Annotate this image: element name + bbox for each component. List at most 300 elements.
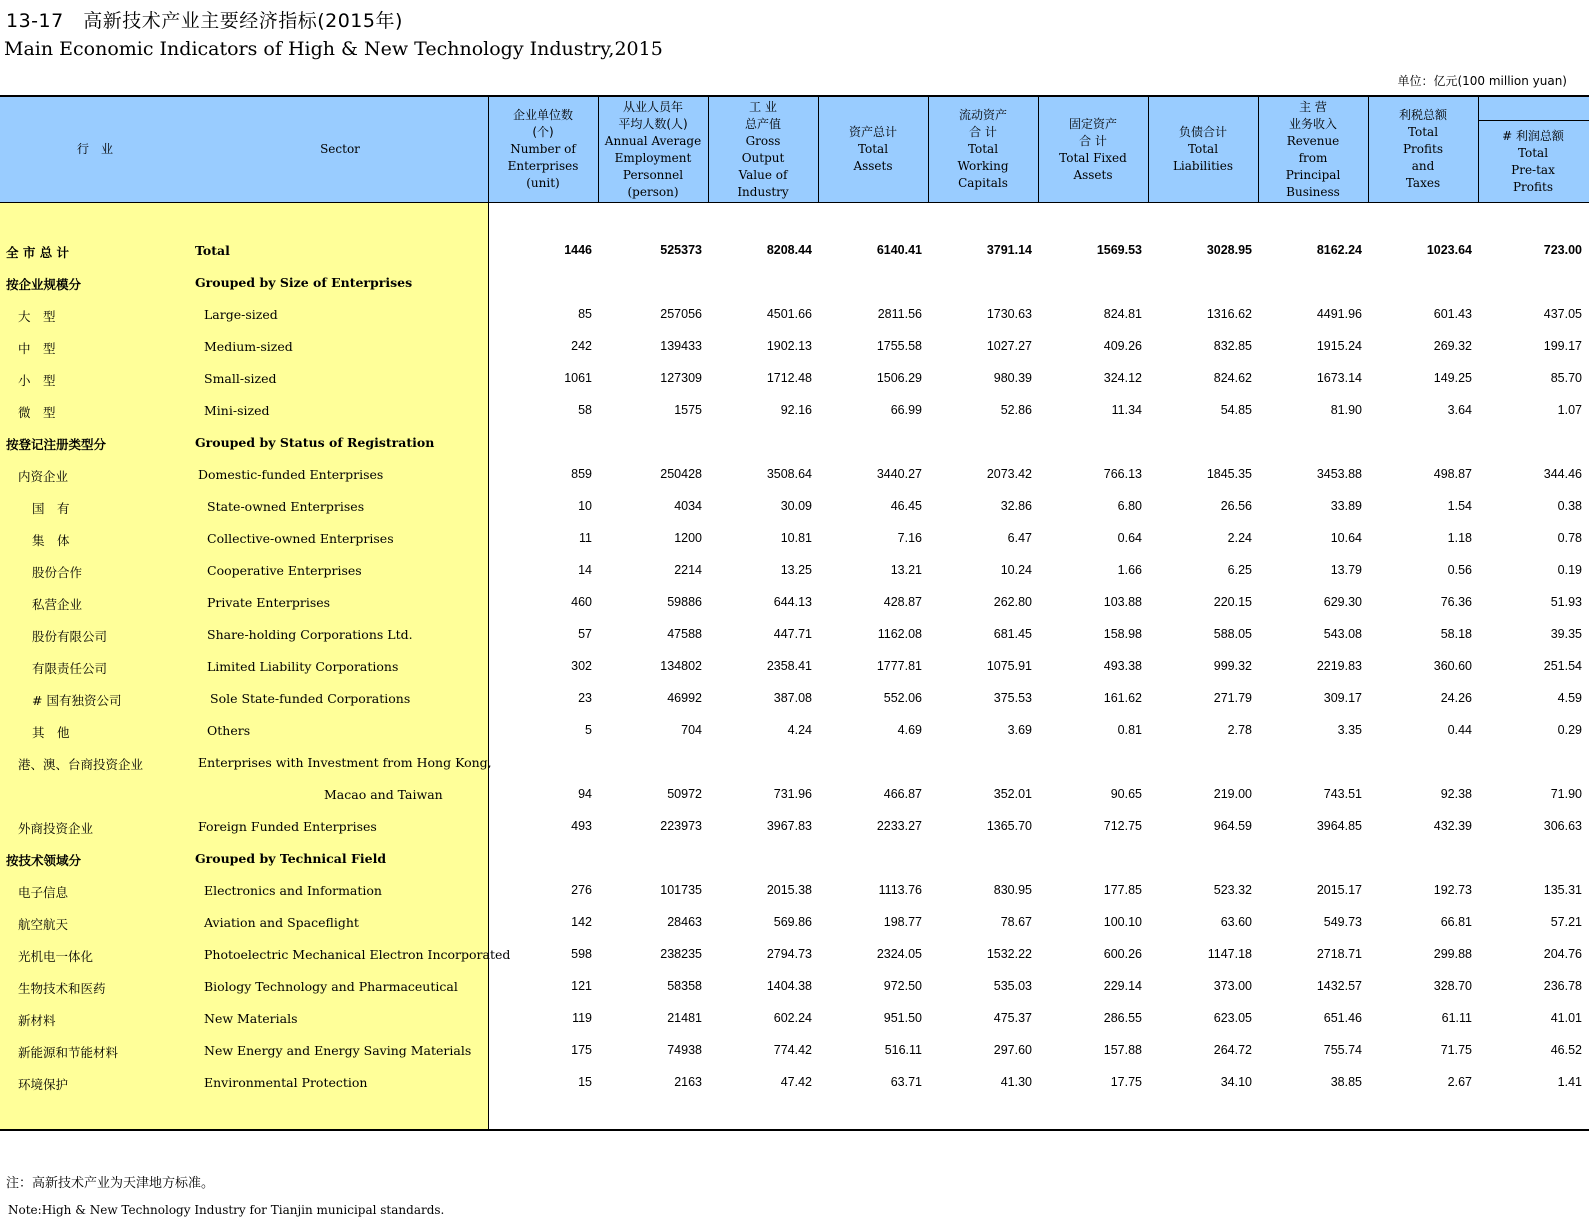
header-col-5-line: 合 计	[969, 125, 997, 139]
row-label-cn: 全 市 总 计	[6, 245, 70, 260]
row-value-col-4: 13.21	[890, 563, 922, 577]
table-row	[0, 1035, 1589, 1067]
row-value-col-5: 1027.27	[986, 339, 1032, 353]
header-col-8-line: Business	[1286, 184, 1340, 199]
row-value-col-3: 602.24	[773, 1011, 812, 1025]
row-value-col-7: 2.24	[1227, 531, 1252, 545]
header-col-5-line: Working	[957, 159, 1009, 173]
row-label-en: Private Enterprises	[207, 595, 331, 610]
row-value-col-8: 1915.24	[1316, 339, 1362, 353]
header-col-10-line: Pre-tax	[1511, 163, 1555, 177]
row-value-col-5: 52.86	[1000, 403, 1032, 417]
row-value-col-7: 2.78	[1227, 723, 1252, 737]
row-label-en: State-owned Enterprises	[207, 499, 365, 514]
row-value-col-8: 38.85	[1330, 1075, 1362, 1089]
table-row	[0, 779, 1589, 811]
row-label-en: Collective-owned Enterprises	[207, 531, 394, 546]
header-col-4-line: Total	[857, 142, 889, 156]
row-value-col-4: 2324.05	[876, 947, 922, 961]
table-row	[0, 715, 1589, 747]
row-value-col-1: 142	[571, 915, 592, 929]
row-value-col-4: 6140.41	[876, 243, 922, 257]
row-label-en: Aviation and Spaceflight	[204, 915, 359, 930]
table-bottom-rule	[0, 1129, 1589, 1131]
note-english: Note:High & New Technology Industry for Tianjin municipal standards.	[8, 1203, 445, 1217]
row-label-cn: # 国有独资公司	[32, 693, 122, 708]
table-row	[0, 811, 1589, 843]
row-value-col-1: 175	[571, 1043, 592, 1057]
row-value-col-1: 1061	[564, 371, 592, 385]
header-col-2-line: 从业人员年	[622, 99, 683, 114]
row-label-en: Grouped by Technical Field	[195, 851, 387, 866]
row-value-col-3: 1902.13	[766, 339, 812, 353]
row-value-col-8: 4491.96	[1316, 307, 1362, 321]
row-value-col-3: 2015.38	[766, 883, 812, 897]
row-value-col-10: 344.46	[1543, 467, 1582, 481]
row-value-col-3: 4.24	[787, 723, 812, 737]
row-value-col-5: 3.69	[1007, 723, 1032, 737]
row-value-col-10: 1.41	[1557, 1075, 1582, 1089]
row-value-col-1: 10	[578, 499, 592, 513]
row-value-col-9: 498.87	[1433, 467, 1472, 481]
row-value-col-5: 980.39	[993, 371, 1032, 385]
row-value-col-5: 1075.91	[986, 659, 1032, 673]
header-col-8-line: 主 营	[1299, 99, 1327, 114]
row-label-cn: 按技术领域分	[6, 853, 82, 868]
row-value-col-1: 859	[571, 467, 592, 481]
column-divider	[1258, 97, 1259, 202]
header-col-6-line: Total Fixed	[1059, 150, 1127, 165]
row-value-col-7: 26.56	[1220, 499, 1252, 513]
row-value-col-4: 4.69	[897, 723, 922, 737]
header-col-2-line: (person)	[627, 184, 679, 199]
row-value-col-2: 2214	[674, 563, 702, 577]
column-divider	[1148, 97, 1149, 202]
row-value-col-1: 1446	[564, 243, 592, 257]
row-value-col-8: 309.17	[1323, 691, 1362, 705]
header-col-7-line: Total	[1187, 142, 1219, 156]
row-value-col-8: 3453.88	[1316, 467, 1362, 481]
row-value-col-4: 7.16	[897, 531, 922, 545]
table-row	[0, 619, 1589, 651]
row-value-col-8: 3.35	[1337, 723, 1362, 737]
row-value-col-7: 63.60	[1220, 915, 1252, 929]
header-col-10-line: # 利润总额	[1502, 129, 1564, 143]
row-value-col-8: 8162.24	[1316, 243, 1362, 257]
row-value-col-1: 14	[578, 563, 592, 577]
row-value-col-7: 588.05	[1213, 627, 1252, 641]
row-value-col-8: 10.64	[1330, 531, 1362, 545]
column-divider	[818, 97, 819, 202]
row-value-col-9: 149.25	[1433, 371, 1472, 385]
row-value-col-5: 375.53	[993, 691, 1032, 705]
row-value-col-5: 297.60	[993, 1043, 1032, 1057]
table-row	[0, 875, 1589, 907]
row-value-col-6: 100.10	[1103, 915, 1142, 929]
header-col-9-line: Total	[1407, 125, 1439, 139]
table-row	[0, 747, 1589, 779]
header-col-4-line: 资产总计	[848, 125, 897, 139]
row-value-col-5: 830.95	[993, 883, 1032, 897]
row-value-col-10: 51.93	[1550, 595, 1582, 609]
header-col-6-line: 固定资产	[1068, 116, 1117, 131]
row-value-col-5: 6.47	[1007, 531, 1032, 545]
header-col-9-line: and	[1411, 159, 1435, 173]
row-value-col-3: 30.09	[780, 499, 812, 513]
row-label-en: Photoelectric Mechanical Electron Incorporated	[204, 947, 511, 962]
column-divider	[708, 97, 709, 202]
row-value-col-4: 3440.27	[876, 467, 922, 481]
row-value-col-8: 3964.85	[1316, 819, 1362, 833]
row-value-col-1: 11	[579, 531, 592, 545]
column-divider	[928, 97, 929, 202]
header-col-6-line: Assets	[1073, 167, 1113, 182]
header-col-2-line: Personnel	[622, 167, 684, 182]
table-row	[0, 683, 1589, 715]
row-value-col-10: 0.78	[1557, 531, 1582, 545]
table-row	[0, 459, 1589, 491]
row-value-col-1: 5	[585, 723, 592, 737]
row-value-col-3: 2794.73	[766, 947, 812, 961]
row-value-col-7: 1147.18	[1207, 947, 1252, 961]
row-value-col-9: 76.36	[1440, 595, 1472, 609]
header-col-10-line: Total	[1517, 146, 1549, 160]
header-col-8	[1258, 97, 1368, 202]
row-label-cn: 外商投资企业	[18, 821, 94, 836]
header-col-2-line: 平均人数(人)	[618, 116, 688, 131]
row-value-col-6: 493.38	[1103, 659, 1142, 673]
table-row	[0, 1067, 1589, 1099]
row-value-col-9: 1023.64	[1426, 243, 1472, 257]
row-value-col-6: 11.34	[1111, 403, 1142, 417]
row-label-cn: 生物技术和医药	[18, 981, 106, 996]
header-col-5-line: 流动资产	[958, 108, 1007, 122]
row-value-col-10: 39.35	[1550, 627, 1582, 641]
row-value-col-6: 286.55	[1103, 1011, 1142, 1025]
row-label-en: Small-sized	[204, 371, 277, 386]
table-row	[0, 587, 1589, 619]
row-value-col-10: 437.05	[1543, 307, 1582, 321]
row-value-col-4: 198.77	[883, 915, 922, 929]
row-value-col-2: 47588	[667, 627, 702, 641]
row-value-col-3: 569.86	[773, 915, 812, 929]
row-value-col-2: 704	[681, 723, 702, 737]
row-value-col-1: 121	[571, 979, 592, 993]
row-value-col-2: 139433	[660, 339, 702, 353]
row-label-cn: 环境保护	[18, 1077, 69, 1092]
row-value-col-8: 1432.57	[1316, 979, 1362, 993]
header-col-4-line: Assets	[853, 159, 893, 173]
row-value-col-7: 220.15	[1213, 595, 1252, 609]
row-label-en: Biology Technology and Pharmaceutical	[204, 979, 458, 994]
table-row	[0, 363, 1589, 395]
row-value-col-6: 1.66	[1117, 563, 1142, 577]
row-value-col-7: 34.10	[1220, 1075, 1252, 1089]
row-label-cn: 大 型	[18, 309, 56, 324]
row-value-col-2: 21481	[667, 1011, 702, 1025]
row-value-col-10: 0.29	[1557, 723, 1582, 737]
row-value-col-5: 3791.14	[986, 243, 1032, 257]
row-value-col-6: 157.88	[1103, 1043, 1142, 1057]
row-value-col-2: 223973	[660, 819, 702, 833]
table-row	[0, 1003, 1589, 1035]
row-value-col-6: 600.26	[1103, 947, 1142, 961]
row-value-col-4: 466.87	[883, 787, 922, 801]
row-value-col-9: 2.67	[1447, 1075, 1472, 1089]
row-value-col-8: 81.90	[1330, 403, 1362, 417]
table-row	[0, 907, 1589, 939]
row-label-cn: 电子信息	[18, 885, 69, 900]
row-label-cn: 有限责任公司	[32, 661, 108, 676]
header-col-6	[1038, 97, 1148, 202]
row-label-en: Large-sized	[204, 307, 278, 322]
row-value-col-4: 1755.58	[876, 339, 922, 353]
header-col-2-line: Annual Average	[604, 133, 702, 148]
row-value-col-7: 1316.62	[1206, 307, 1252, 321]
row-value-col-2: 58358	[667, 979, 702, 993]
row-label-cn: 小 型	[18, 373, 56, 388]
header-col-10-line: Profits	[1512, 180, 1554, 194]
row-value-col-4: 552.06	[883, 691, 922, 705]
row-value-col-2: 74938	[667, 1043, 702, 1057]
header-col-3-line: Value of	[738, 167, 788, 182]
row-value-col-9: 432.39	[1433, 819, 1472, 833]
row-label-cn: 按登记注册类型分	[6, 437, 107, 452]
row-label-cn: 中 型	[18, 341, 56, 356]
header-col-7-line: Liabilities	[1172, 159, 1234, 173]
row-value-col-9: 58.18	[1440, 627, 1472, 641]
row-value-col-3: 2358.41	[766, 659, 812, 673]
row-value-col-1: 460	[571, 595, 592, 609]
row-label-cn: 其 他	[32, 725, 70, 740]
row-value-col-10: 135.31	[1543, 883, 1582, 897]
row-value-col-6: 766.13	[1103, 467, 1142, 481]
row-value-col-3: 10.81	[780, 531, 812, 545]
row-label-cn: 股份有限公司	[32, 629, 108, 644]
row-value-col-9: 92.38	[1440, 787, 1472, 801]
header-col-8-line: 业务收入	[1288, 116, 1337, 131]
header-col-2-line: Employment	[614, 150, 692, 165]
row-value-col-10: 41.01	[1550, 1011, 1582, 1025]
note-chinese: 注：高新技术产业为天津地方标准。	[6, 1176, 215, 1191]
row-label-en: Cooperative Enterprises	[207, 563, 362, 578]
row-value-col-9: 269.32	[1433, 339, 1472, 353]
row-value-col-3: 47.42	[780, 1075, 812, 1089]
row-label-cn: 私营企业	[32, 597, 83, 612]
row-value-col-6: 161.62	[1103, 691, 1142, 705]
row-value-col-1: 119	[572, 1011, 592, 1025]
table-row	[0, 267, 1589, 299]
header-col-5	[928, 97, 1038, 202]
row-value-col-2: 238235	[660, 947, 702, 961]
row-label-en: Share-holding Corporations Ltd.	[207, 627, 413, 642]
row-value-col-6: 158.98	[1103, 627, 1142, 641]
row-value-col-10: 0.19	[1557, 563, 1582, 577]
row-value-col-7: 832.85	[1213, 339, 1252, 353]
row-value-col-1: 276	[571, 883, 592, 897]
row-value-col-7: 373.00	[1213, 979, 1252, 993]
row-label-en: Macao and Taiwan	[324, 787, 443, 802]
row-value-col-1: 302	[571, 659, 592, 673]
table-row	[0, 843, 1589, 875]
row-value-col-4: 972.50	[883, 979, 922, 993]
row-value-col-7: 264.72	[1213, 1043, 1252, 1057]
row-value-col-2: 257056	[660, 307, 702, 321]
row-value-col-10: 4.59	[1557, 691, 1582, 705]
table-row	[0, 491, 1589, 523]
row-value-col-10: 251.54	[1543, 659, 1582, 673]
row-value-col-5: 1532.22	[986, 947, 1032, 961]
row-value-col-7: 523.32	[1213, 883, 1252, 897]
row-value-col-3: 731.96	[773, 787, 812, 801]
row-value-col-9: 0.56	[1447, 563, 1472, 577]
row-value-col-5: 1365.70	[986, 819, 1032, 833]
row-value-col-8: 743.51	[1323, 787, 1362, 801]
table-row	[0, 395, 1589, 427]
row-value-col-1: 242	[571, 339, 592, 353]
row-value-col-6: 6.80	[1117, 499, 1142, 513]
row-value-col-2: 46992	[667, 691, 702, 705]
column-divider	[1478, 97, 1479, 202]
row-label-cn: 航空航天	[18, 917, 69, 932]
table-row	[0, 651, 1589, 683]
row-value-col-2: 2163	[674, 1075, 702, 1089]
row-label-en: New Energy and Energy Saving Materials	[204, 1043, 472, 1058]
row-value-col-4: 951.50	[883, 1011, 922, 1025]
table-row	[0, 523, 1589, 555]
row-value-col-4: 2233.27	[876, 819, 922, 833]
row-value-col-8: 755.74	[1323, 1043, 1362, 1057]
row-value-col-6: 712.75	[1103, 819, 1142, 833]
header-col-8-line: Revenue	[1286, 133, 1340, 148]
header-col-9-line: Taxes	[1405, 176, 1441, 190]
header-col-4	[818, 97, 928, 202]
row-label-en: Medium-sized	[204, 339, 293, 354]
row-value-col-7: 271.79	[1213, 691, 1252, 705]
row-value-col-5: 352.01	[993, 787, 1032, 801]
row-value-col-5: 78.67	[1000, 915, 1032, 929]
row-value-col-6: 90.65	[1110, 787, 1142, 801]
table-row	[0, 427, 1589, 459]
row-value-col-4: 66.99	[890, 403, 922, 417]
row-label-cn: 港、澳、台商投资企业	[18, 757, 144, 772]
row-value-col-5: 41.30	[1000, 1075, 1032, 1089]
row-label-cn: 新能源和节能材料	[18, 1045, 119, 1060]
row-label-cn: 集 体	[32, 533, 70, 548]
row-value-col-9: 601.43	[1433, 307, 1472, 321]
header-col-3	[708, 97, 818, 202]
row-value-col-10: 85.70	[1550, 371, 1582, 385]
row-label-en: Total	[195, 243, 230, 258]
header-col-3-line: 工 业	[749, 99, 777, 114]
row-label-en: Limited Liability Corporations	[207, 659, 399, 674]
row-value-col-7: 824.62	[1213, 371, 1252, 385]
row-value-col-7: 6.25	[1227, 563, 1252, 577]
header-col-1-line: Enterprises	[507, 159, 579, 173]
row-value-col-2: 101735	[660, 883, 702, 897]
row-value-col-6: 17.75	[1110, 1075, 1142, 1089]
row-label-en: Foreign Funded Enterprises	[198, 819, 377, 834]
row-value-col-4: 1506.29	[876, 371, 922, 385]
row-value-col-6: 824.81	[1103, 307, 1142, 321]
row-value-col-1: 23	[578, 691, 592, 705]
row-label-en: Grouped by Size of Enterprises	[195, 275, 413, 290]
column-divider	[1038, 97, 1039, 202]
row-label-en: Others	[207, 723, 251, 738]
row-value-col-10: 1.07	[1557, 403, 1582, 417]
header-col-3-line: Industry	[737, 184, 789, 199]
row-value-col-9: 192.73	[1433, 883, 1472, 897]
row-value-col-2: 1575	[674, 403, 702, 417]
row-value-col-3: 92.16	[780, 403, 812, 417]
row-value-col-1: 57	[578, 627, 592, 641]
row-label-en: Grouped by Status of Registration	[195, 435, 435, 450]
row-label-cn: 微 型	[18, 405, 56, 420]
row-value-col-9: 328.70	[1433, 979, 1472, 993]
table-row	[0, 331, 1589, 363]
row-value-col-5: 2073.42	[986, 467, 1032, 481]
row-value-col-6: 229.14	[1103, 979, 1142, 993]
row-value-col-2: 250428	[660, 467, 702, 481]
header-col-9	[1368, 97, 1478, 202]
row-value-col-3: 1404.38	[766, 979, 812, 993]
row-value-col-7: 623.05	[1213, 1011, 1252, 1025]
row-value-col-6: 103.88	[1103, 595, 1142, 609]
table-row	[0, 939, 1589, 971]
row-value-col-1: 94	[578, 787, 592, 801]
row-value-col-2: 1200	[674, 531, 702, 545]
row-value-col-3: 4501.66	[766, 307, 812, 321]
row-label-en: Domestic-funded Enterprises	[198, 467, 384, 482]
header-sector-en: Sector	[320, 142, 360, 156]
row-value-col-2: 525373	[660, 243, 702, 257]
row-value-col-8: 2718.71	[1316, 947, 1362, 961]
row-value-col-10: 71.90	[1550, 787, 1582, 801]
row-value-col-9: 66.81	[1440, 915, 1472, 929]
row-value-col-1: 493	[571, 819, 592, 833]
row-value-col-7: 54.85	[1220, 403, 1252, 417]
row-value-col-10: 723.00	[1543, 243, 1582, 257]
row-value-col-8: 2015.17	[1316, 883, 1362, 897]
row-value-col-6: 409.26	[1103, 339, 1142, 353]
header-col-7	[1148, 97, 1258, 202]
row-value-col-10: 236.78	[1543, 979, 1582, 993]
row-value-col-3: 8208.44	[766, 243, 812, 257]
row-value-col-3: 447.71	[773, 627, 812, 641]
row-value-col-4: 2811.56	[877, 307, 922, 321]
row-label-en: New Materials	[204, 1011, 298, 1026]
row-value-col-6: 0.64	[1117, 531, 1142, 545]
row-value-col-10: 46.52	[1550, 1043, 1582, 1057]
column-divider	[1368, 97, 1369, 202]
row-value-col-7: 964.59	[1213, 819, 1252, 833]
row-value-col-2: 50972	[667, 787, 702, 801]
row-value-col-8: 629.30	[1323, 595, 1362, 609]
header-col-9-line: 利税总额	[1398, 108, 1447, 122]
row-value-col-6: 0.81	[1117, 723, 1142, 737]
row-value-col-8: 2219.83	[1316, 659, 1362, 673]
header-col-1-line: 企业单位数	[512, 108, 573, 122]
row-label-en: Electronics and Information	[204, 883, 382, 898]
unit-label: 单位：亿元(100 million yuan)	[1397, 74, 1567, 88]
row-value-col-8: 549.73	[1323, 915, 1362, 929]
row-value-col-4: 1113.76	[878, 883, 922, 897]
row-value-col-4: 46.45	[890, 499, 922, 513]
row-value-col-3: 387.08	[773, 691, 812, 705]
header-col-6-line: 合 计	[1079, 133, 1107, 148]
row-value-col-5: 1730.63	[986, 307, 1032, 321]
row-value-col-4: 516.11	[884, 1043, 922, 1057]
